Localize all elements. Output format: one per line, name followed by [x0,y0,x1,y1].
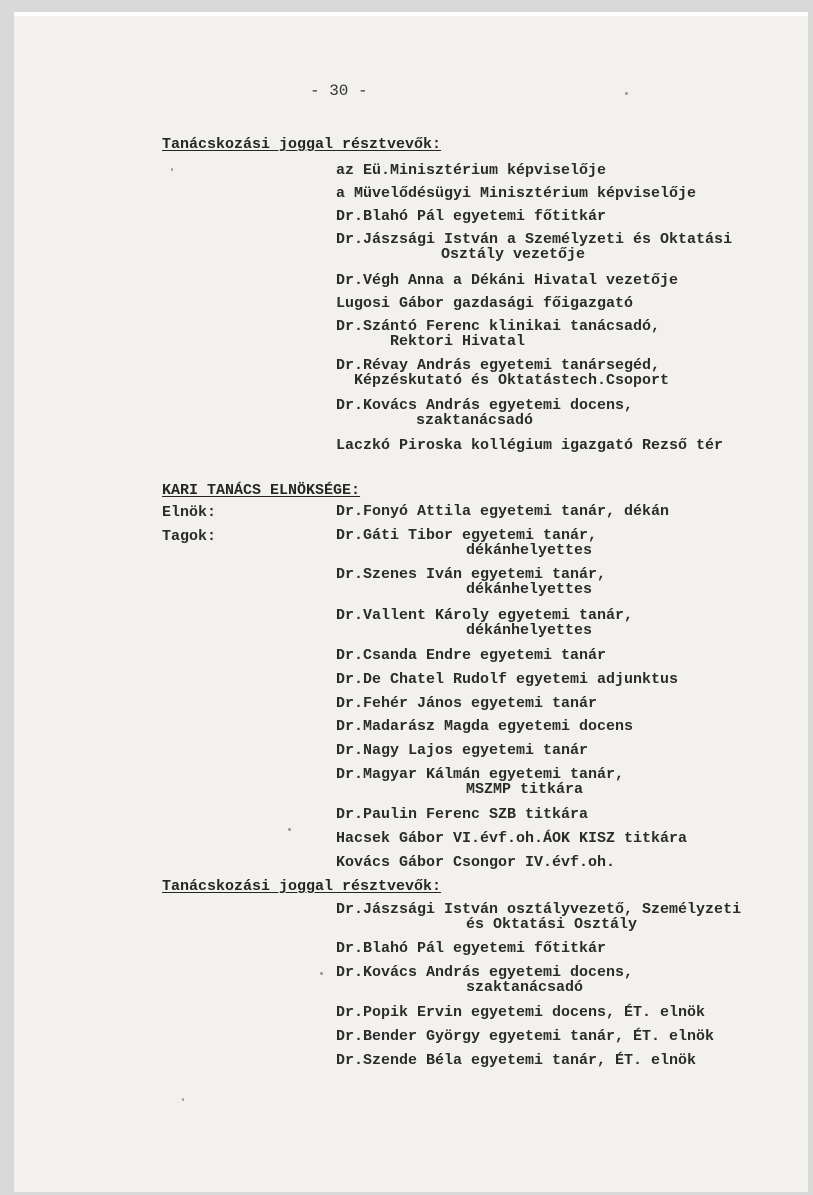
list-item: az Eü.Minisztérium képviselője [336,162,607,179]
list-item: Dr.Popik Ervin egyetemi docens, ÉT. elnök [336,1004,706,1021]
list-item: Laczkó Piroska kollégium igazgató Rezső tér [336,437,724,454]
label-elnok: Elnök: [162,504,217,521]
scan-speck [625,92,628,95]
scan-speck [320,972,323,975]
section-heading-faculty-council-presidium: KARI TANÁCS ELNÖKSÉGE: [162,482,361,499]
list-item: Dr.Kovács András egyetemi docens, szaktanácsadó [336,397,634,429]
list-item: Dr.Jászsági István osztályvezető, Személyzeti és Oktatási Osztály [336,901,742,933]
list-item: Dr.Magyar Kálmán egyetemi tanár, MSZMP titkára [336,766,625,798]
list-item: Dr.Végh Anna a Dékáni Hivatal vezetője [336,272,679,289]
page-number: - 30 - [310,82,368,100]
list-item: Lugosi Gábor gazdasági főigazgató [336,295,634,312]
section-heading-advisory-participants-2: Tanácskozási joggal résztvevők: [162,878,442,895]
section-heading-advisory-participants: Tanácskozási joggal résztvevők: [162,136,442,153]
list-item: Dr.Nagy Lajos egyetemi tanár [336,742,589,759]
label-tagok: Tagok: [162,528,217,545]
list-item: Dr.Csanda Endre egyetemi tanár [336,647,607,664]
scan-speck [171,168,173,171]
list-item: Dr.Gáti Tibor egyetemi tanár, dékánhelyettes [336,527,598,559]
list-item: Hacsek Gábor VI.évf.oh.ÁOK KISZ titkára [336,830,688,847]
list-item: Dr.Fehér János egyetemi tanár [336,695,598,712]
list-item: Dr.Szántó Ferenc klinikai tanácsadó, Rektori Hivatal [336,318,661,350]
list-item: Dr.Jászsági István a Személyzeti és Oktatási Osztály vezetője [336,231,733,263]
list-item: Dr.Szenes Iván egyetemi tanár, dékánhelyettes [336,566,607,598]
list-item: a Müvelődésügyi Minisztérium képviselője [336,185,697,202]
list-item: Dr.Paulin Ferenc SZB titkára [336,806,589,823]
list-item: Dr.Blahó Pál egyetemi főtitkár [336,208,607,225]
list-item: Dr.Bender György egyetemi tanár, ÉT. elnök [336,1028,715,1045]
list-item: Dr.Kovács András egyetemi docens, szaktanácsadó [336,964,634,996]
list-item: Dr.Fonyó Attila egyetemi tanár, dékán [336,503,670,520]
scan-speck [182,1098,184,1101]
list-item: Dr.Blahó Pál egyetemi főtitkár [336,940,607,957]
list-item: Dr.Révay András egyetemi tanársegéd, Képzéskutató és Oktatástech.Csoport [336,357,670,389]
list-item: Dr.Vallent Károly egyetemi tanár, dékánhelyettes [336,607,634,639]
list-item: Dr.Madarász Magda egyetemi docens [336,718,634,735]
list-item: Kovács Gábor Csongor IV.évf.oh. [336,854,616,871]
scan-speck [288,828,291,831]
list-item: Dr.De Chatel Rudolf egyetemi adjunktus [336,671,679,688]
list-item: Dr.Szende Béla egyetemi tanár, ÉT. elnök [336,1052,697,1069]
